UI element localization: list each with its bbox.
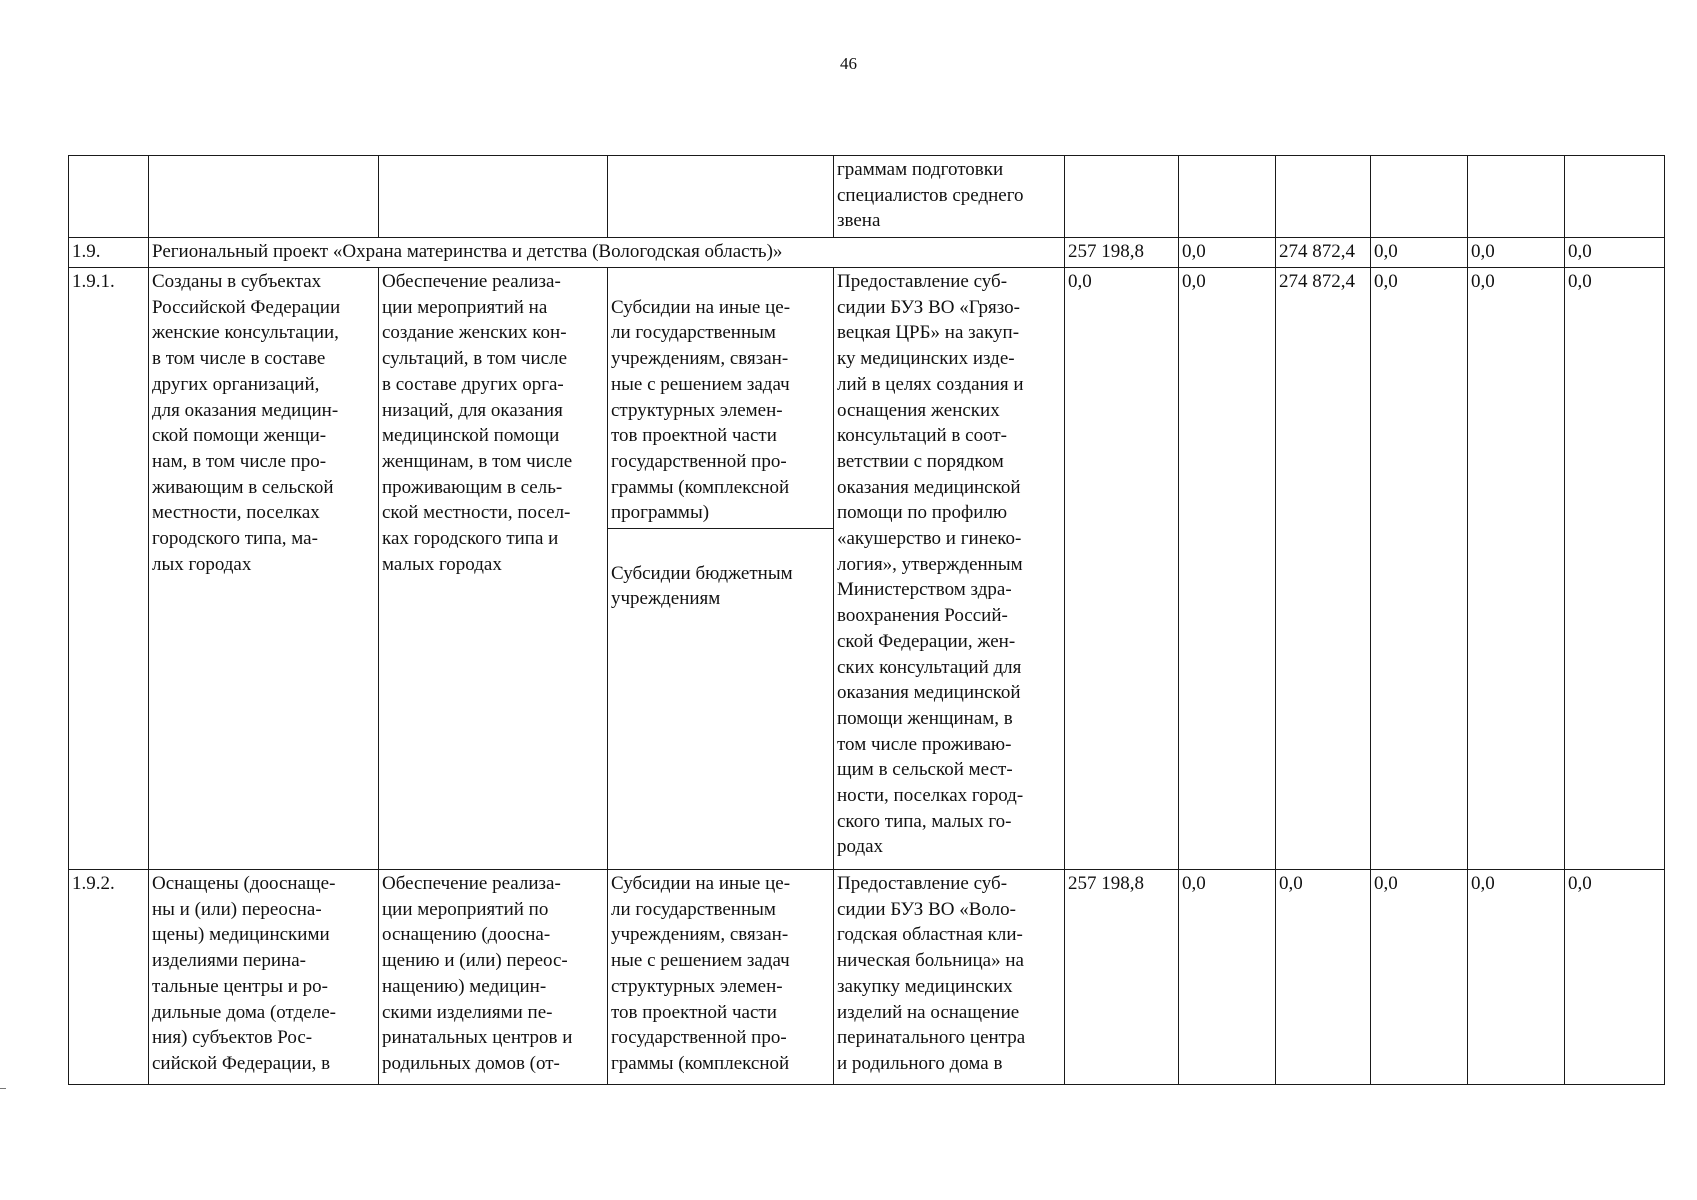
cell-value [1565, 156, 1665, 238]
cell-activity [379, 156, 608, 238]
cell-value: 0,0 [1371, 238, 1468, 268]
cell-value: 0,0 [1179, 870, 1276, 1085]
cell-result [149, 156, 379, 238]
cell-num: 1.9. [69, 238, 149, 268]
cell-num: 1.9.1. [69, 268, 149, 870]
cell-value: 0,0 [1371, 268, 1468, 870]
cell-description: Предоставление суб- сидии БУЗ ВО «Грязо- вецкая ЦРБ» на закуп- ку медицинских изде- лий в целях создания и оснащения женских консультаций в соот- ветствии с порядком оказания медицинской помощи по профилю «акушерство и гинеко- логия», утвержденным Министерством здра- воохранения Россий- ской Федерации, жен- ских консультаций для оказания медицинской помощи женщинам, в том числе проживаю- щим в сельской мест- ности, поселках город- ского типа, малых го- родах [834, 268, 1065, 870]
table-row-1-9 [69, 238, 1665, 268]
table-row-continued [69, 156, 1665, 238]
cell-value: 0,0 [1468, 238, 1565, 268]
page-number: 46 [840, 54, 857, 73]
cell-subsidy-type [608, 156, 834, 238]
cell-value: 0,0 [1179, 268, 1276, 870]
cell-activity: Обеспечение реализа- ции мероприятий по оснащению (доосна- щению и (или) переос- нащению) медицин- скими изделиями пе- ринатальных центров и родильных домов (от- [379, 870, 608, 1085]
program-table [68, 155, 1665, 1085]
cell-value: 0,0 [1565, 870, 1665, 1085]
cell-value: 0,0 [1468, 268, 1565, 870]
project-title: Региональный проект «Охрана материнства и детства (Вологодская область)» [149, 238, 1065, 268]
cell-value: 0,0 [1371, 870, 1468, 1085]
cell-value: 274 872,4 [1276, 238, 1371, 268]
cell-value [1179, 156, 1276, 238]
cell-value: 0,0 [1565, 238, 1665, 268]
cell-subsidy-type: Субсидии на иные це- ли государственным учреждениям, связан- ные с решением задач структурных элемен- тов проектной части государственной про- граммы (комплексной [608, 870, 834, 1085]
cell-value [1468, 156, 1565, 238]
cell-value: 0,0 [1468, 870, 1565, 1085]
cell-activity: Обеспечение реализа- ции мероприятий на создание женских кон- сультаций, в том числе в составе других орга- низаций, для оказания медицинской помощи женщинам, в том числе проживающим в сель- ской местности, посел- ках городского типа и малых городах [379, 268, 608, 870]
cell-value: 0,0 [1276, 870, 1371, 1085]
cell-value [1276, 156, 1371, 238]
cell-value: 274 872,4 [1276, 268, 1371, 870]
cell-num: 1.9.2. [69, 870, 149, 1085]
cell-value [1065, 156, 1179, 238]
cell-value [1371, 156, 1468, 238]
scan-edge-mark [0, 1088, 6, 1089]
subsidy-type-other: Субсидии на иные це- ли государственным учреждениям, связан- ные с решением задач структурных элемен- тов проектной части государственной про- граммы (комплексной программы) [608, 294, 833, 529]
cell-result: Оснащены (дооснаще- ны и (или) переосна- щены) медицинскими изделиями перина- тальные центры и ро- дильные дома (отделе- ния) субъектов Рос- сийской Федерации, в [149, 870, 379, 1085]
cell-result: Созданы в субъектах Российской Федерации женские консультации, в том числе в составе других организаций, для оказания медицин- ской помощи женщи- нам, в том числе про- живающим в сельской местности, поселках городского типа, ма- лых городах [149, 268, 379, 870]
table-row-1-9-1 [69, 268, 1665, 870]
cell-value: 0,0 [1565, 268, 1665, 870]
cell-num [69, 156, 149, 238]
cell-value: 257 198,8 [1065, 238, 1179, 268]
table-row-1-9-2 [69, 870, 1665, 1085]
cell-value: 0,0 [1065, 268, 1179, 870]
cell-value: 257 198,8 [1065, 870, 1179, 1085]
cell-subsidy-type [608, 268, 834, 870]
cell-value: 0,0 [1179, 238, 1276, 268]
cell-description: граммам подготовки специалистов среднего звена [834, 156, 1065, 238]
cell-description: Предоставление суб- сидии БУЗ ВО «Воло- годская областная кли- ническая больница» на закупку медицинских изделий на оснащение перинатального центра и родильного дома в [834, 870, 1065, 1085]
subsidy-type-budget: Субсидии бюджетным учреждениям [611, 562, 793, 610]
